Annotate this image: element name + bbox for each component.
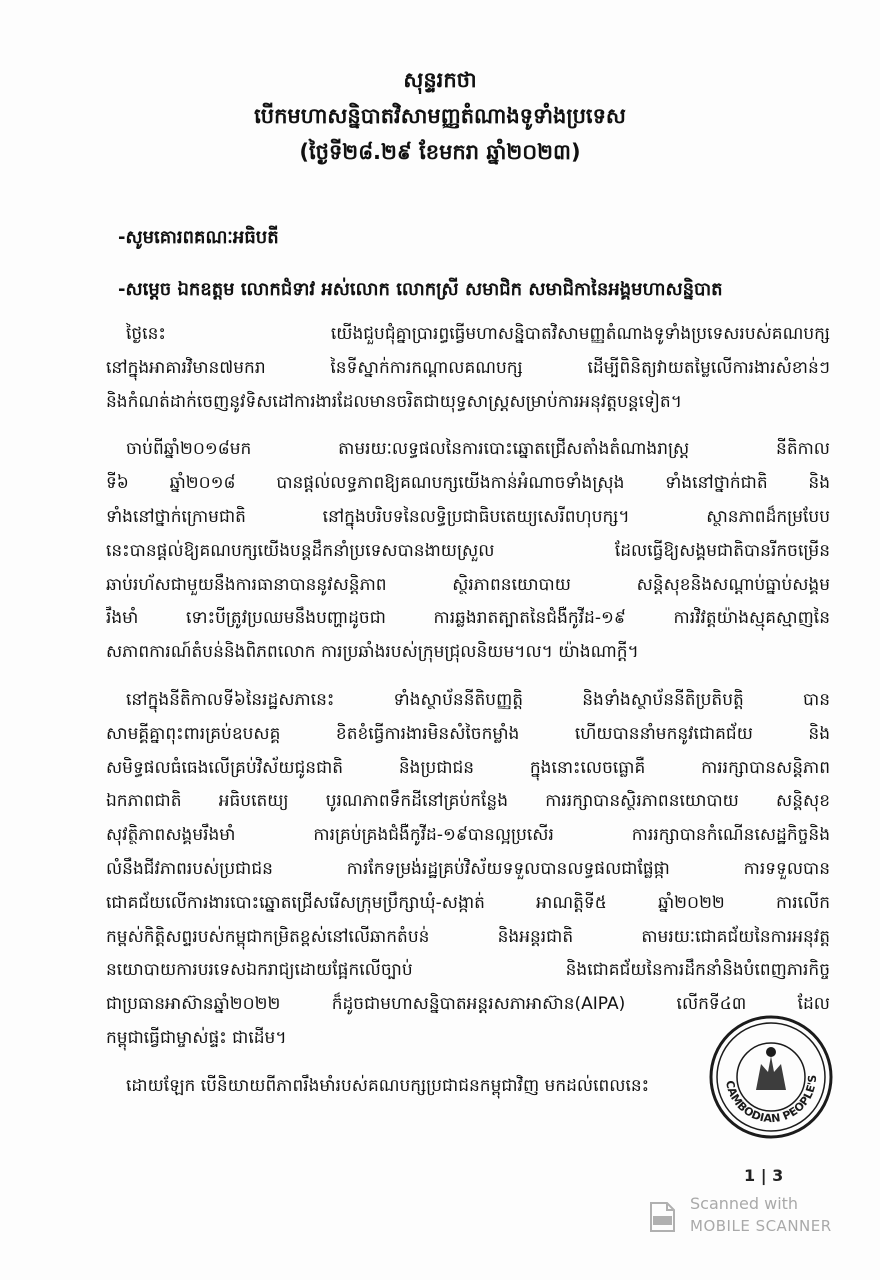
speech-body xyxy=(106,318,830,1118)
text-line: កម្ពុជាធ្វើជាម្ចាស់ផ្ទះ ជាដើម។ xyxy=(106,1027,287,1048)
seal-icon xyxy=(706,1012,836,1142)
text-line: នេះបានផ្តល់ឱ្យគណបក្សយើងបន្តដឹកនាំប្រទេសបានងាយស្រួល ដែលធ្វើឱ្យសង្គមជាតិបានរីកចម្រើន xyxy=(106,540,830,561)
text-line: ជោគជ័យលើការងារបោះឆ្នោតជ្រើសរើសក្រុមប្រឹក្សាឃុំ-សង្កាត់ អាណត្តិទី៥ ឆ្នាំ២០២២ ការលើក xyxy=(106,892,830,913)
text-line: នយោបាយការបរទេសឯករាជ្យដោយផ្អែកលើច្បាប់ និងជោគជ័យនៃការដឹកនាំនិងបំពេញភារកិច្ច xyxy=(106,960,830,981)
speech-date: (ថ្ងៃទី២៨.២៩ ខែមករា ឆ្នាំ២០២៣) xyxy=(299,140,581,164)
paragraph xyxy=(106,318,830,419)
page-number: 1 | 3 xyxy=(744,1166,784,1185)
text-line: សភាពការណ៍តំបន់និងពិភពលោក ការប្រឆាំងរបស់ក្រុមជ្រុលនិយម។ល។ យ៉ាងណាក្តី។ xyxy=(106,642,639,663)
document-header xyxy=(0,62,880,170)
party-seal-stamp xyxy=(706,1012,836,1142)
paragraph xyxy=(106,433,830,670)
text-line: ថ្ងៃនេះ យើងជួបជុំគ្នាប្រារព្ធធ្វើមហាសន្និបាតវិសាមញ្ញតំណាងទូទាំងប្រទេសរបស់គណបក្ស xyxy=(126,324,830,344)
text-line: ជាប្រធានអាស៊ានឆ្នាំ២០២២ ក៏ដូចជាមហាសន្និបាតអន្តរសភាអាស៊ាន(AIPA) លើកទី៤៣ ដែល xyxy=(106,994,830,1015)
text-line: កម្ពស់កិត្តិសព្ទរបស់កម្ពុជាកម្រិតខ្ពស់នៅលើឆាកតំបន់ និងអន្តរជាតិ តាមរយៈជោគជ័យនៃការអនុវត្ត xyxy=(106,926,830,947)
text-line: ដោយឡែក បើនិយាយពីភាពរឹងមាំរបស់គណបក្សប្រជាជនកម្ពុជាវិញ មកដល់ពេលនេះ xyxy=(126,1075,650,1096)
text-line: លំនឹងជីវភាពរបស់ប្រជាជន ការកែទម្រង់រដ្ឋគ្រប់វិស័យទទួលបានលទ្ធផលជាផ្លែផ្កា ការទទួលបាន xyxy=(106,858,830,879)
seal-text: CAMBODIAN PEOPLE'S xyxy=(723,1074,820,1126)
text-line: រឹងមាំ ទោះបីត្រូវប្រឈមនឹងបញ្ហាដូចជា ការឆ្លងរាតត្បាតនៃជំងឺកូវីដ-១៩ ការវិវត្តយ៉ាងស្មុគស្មាញនៃ xyxy=(106,608,830,629)
text-line: ទី៦ ឆ្នាំ២០១៨ បានផ្តល់លទ្ធភាពឱ្យគណបក្សយើងកាន់អំណាចទាំងស្រុង ទាំងនៅថ្នាក់ជាតិ និង xyxy=(106,473,830,494)
text-line: ឆាប់រហ័សជាមួយនឹងការធានាបាននូវសន្តិភាព ស្ថិរភាពនយោបាយ សន្តិសុខនិងសណ្តាប់ធ្នាប់សង្គម xyxy=(106,574,830,595)
paragraph xyxy=(106,684,830,1056)
text-line: ទាំងនៅថ្នាក់ក្រោមជាតិ នៅក្នុងបរិបទនៃលទ្ធិប្រជាធិបតេយ្យសេរីពហុបក្ស។ ស្ថានភាពដ៏កម្របែប xyxy=(106,506,830,527)
scanner-watermark xyxy=(648,1192,858,1242)
watermark-brand: MOBILE SCANNER xyxy=(690,1217,832,1235)
text-line: សុវត្ថិភាពសង្គមរឹងមាំ ការគ្រប់គ្រងជំងឺកូវីដ-១៩បានល្អប្រសើរ ការរក្សាបានកំណើនសេដ្ឋកិច្ចនិង xyxy=(106,825,830,846)
salutations xyxy=(118,212,840,316)
text-line: សមិទ្ធផលធំធេងលើគ្រប់វិស័យជូនជាតិ និងប្រជាជន ក្នុងនោះលេចធ្លោគឺ ការរក្សាបានសន្តិភាព xyxy=(106,757,830,778)
salutation-line: -សូមគោរពគណៈអធិបតី xyxy=(118,227,279,248)
text-line: និងកំណត់ដាក់ចេញនូវទិសដៅការងារដែលមានចរិតជាយុទ្ធសាស្ត្រសម្រាប់ការអនុវត្តបន្តទៀត។ xyxy=(106,391,682,412)
text-line: ចាប់ពីឆ្នាំ២០១៨មក តាមរយៈលទ្ធផលនៃការបោះឆ្នោតជ្រើសតាំងតំណាងរាស្ត្រ នីតិកាល xyxy=(126,439,830,460)
speech-subtitle: បើកមហាសន្និបាតវិសាមញ្ញតំណាងទូទាំងប្រទេស xyxy=(254,104,626,128)
text-line: សាមគ្គីគ្នាពុះពារគ្រប់ឧបសគ្គ ខិតខំធ្វើការងារមិនសំចៃកម្លាំង ហើយបាននាំមកនូវជោគជ័យ និង xyxy=(106,723,830,744)
watermark-line: Scanned with xyxy=(690,1194,799,1213)
text-line: ឯកភាពជាតិ អធិបតេយ្យ បូរណភាពទឹកដីនៅគ្រប់កន្លែង ការរក្សាបានស្ថិរភាពនយោបាយ សន្តិសុខ xyxy=(106,791,830,812)
salutation-line: -សម្តេច ឯកឧត្តម លោកជំទាវ អស់លោក លោកស្រី សមាជិក សមាជិកានៃអង្គមហាសន្និបាត xyxy=(118,279,723,300)
text-line: នៅក្នុងអាគារវិមាន៧មករា នៃទីស្នាក់ការកណ្តាលគណបក្ស ដើម្បីពិនិត្យវាយតម្លៃលើការងារសំខាន់ៗ xyxy=(106,357,830,378)
text-line: នៅក្នុងនីតិកាលទី៦នៃរដ្ឋសភានេះ ទាំងស្ថាប័ននីតិបញ្ញត្តិ និងទាំងស្ថាប័ននីតិប្រតិបត្តិ បាន xyxy=(126,689,830,710)
pdf-icon xyxy=(648,1202,676,1232)
speech-title: សុន្ទរកថា xyxy=(403,68,477,92)
